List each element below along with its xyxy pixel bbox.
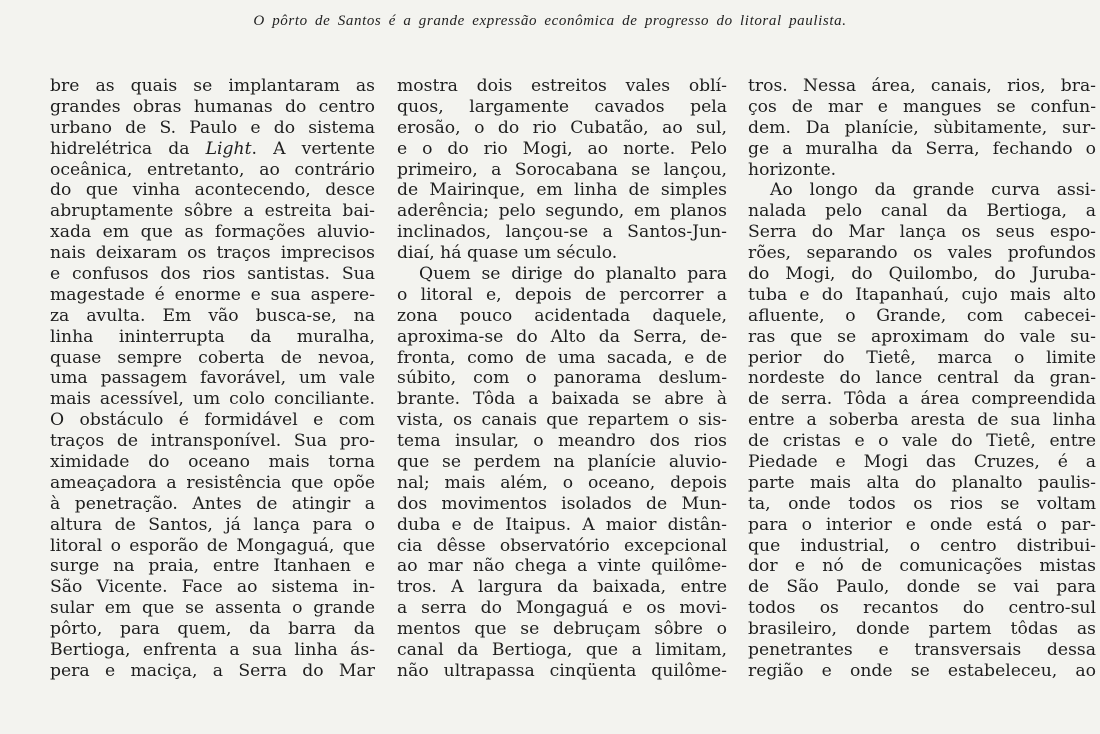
- text-line: ameaçadora a resistência que opõe: [50, 472, 375, 493]
- text-line: penetrantes e transversais dessa: [748, 640, 1096, 661]
- text-line: erosão, o do rio Cubatão, ao sul,: [397, 117, 727, 138]
- text-line: ge a muralha da Serra, fechando o: [748, 138, 1096, 159]
- text-line: de Mairinque, em linha de simples: [397, 180, 727, 201]
- page-caption: O pôrto de Santos é a grande expressão econômica de progresso do litoral paulista.: [253, 13, 847, 29]
- text-line: tuba e do Itapanhaú, cujo mais alto: [748, 284, 1096, 305]
- text-line: ras que se aproximam do vale su-: [748, 326, 1096, 347]
- text-line: altura de Santos, já lança para o: [50, 514, 375, 535]
- text-line: brasileiro, donde partem tôdas as: [748, 619, 1096, 640]
- text-line: za avulta. Em vão busca-se, na: [50, 305, 375, 326]
- text-line: não ultrapassa cinqüenta quilôme-: [397, 660, 727, 681]
- text-line: quos, largamente cavados pela: [397, 96, 727, 117]
- text-line: do que vinha acontecendo, desce: [50, 180, 375, 201]
- text-line: fronta, como de uma sacada, e de: [397, 347, 727, 368]
- text-line: traços de intransponível. Sua pro-: [50, 431, 375, 452]
- text-line: magestade é enorme e sua aspere-: [50, 284, 375, 305]
- text-line: tros. A largura da baixada, entre: [397, 577, 727, 598]
- text-line: ços de mar e mangues se confun-: [748, 96, 1096, 117]
- text-line: ta, onde todos os rios se voltam: [748, 493, 1096, 514]
- text-line: nalada pelo canal da Bertioga, a: [748, 201, 1096, 222]
- text-line: hidrelétrica da Light. A vertente: [50, 138, 375, 159]
- text-line: abruptamente sôbre a estreita bai-: [50, 201, 375, 222]
- text-line: perior do Tietê, marca o limite: [748, 347, 1096, 368]
- text-line: nordeste do lance central da gran-: [748, 368, 1096, 389]
- text-line: zona pouco acidentada daquele,: [397, 305, 727, 326]
- text-line: todos os recantos do centro-sul: [748, 598, 1096, 619]
- text-line: à penetração. Antes de atingir a: [50, 493, 375, 514]
- text-line: urbano de S. Paulo e do sistema: [50, 117, 375, 138]
- text-line: ximidade do oceano mais torna: [50, 452, 375, 473]
- text-line: súbito, com o panorama deslum-: [397, 368, 727, 389]
- text-line: mostra dois estreitos vales oblí-: [397, 76, 727, 96]
- text-line: entre a soberba aresta de sua linha: [748, 410, 1096, 431]
- text-line: dor e nó de comunicações mistas: [748, 556, 1096, 577]
- text-line: linha ininterrupta da muralha,: [50, 326, 375, 347]
- text-line: Ao longo da grande curva assi-: [770, 180, 1096, 201]
- text-line: mentos que se debruçam sôbre o: [397, 619, 727, 640]
- text-column-3: [748, 76, 1096, 682]
- text-line: oceânica, entretanto, ao contrário: [50, 159, 375, 180]
- text-line: tros. Nessa área, canais, rios, bra-: [748, 76, 1096, 96]
- text-line: bre as quais se implantaram as: [50, 76, 375, 96]
- text-line: parte mais alta do planalto paulis-: [748, 472, 1096, 493]
- text-line: de cristas e o vale do Tietê, entre: [748, 431, 1096, 452]
- text-line: região e onde se estabeleceu, ao: [748, 660, 1096, 681]
- text-line: nais deixaram os traços imprecisos: [50, 243, 375, 264]
- text-line: litoral o esporão de Mongaguá, que: [50, 535, 375, 556]
- text-line: primeiro, a Sorocabana se lançou,: [397, 159, 727, 180]
- text-line: e confusos dos rios santistas. Sua: [50, 264, 375, 285]
- text-line: brante. Tôda a baixada se abre à: [397, 389, 727, 410]
- text-line: sular em que se assenta o grande: [50, 598, 375, 619]
- text-line: ao mar não chega a vinte quilôme-: [397, 556, 727, 577]
- text-line: Quem se dirige do planalto para: [419, 264, 727, 285]
- text-line: rões, separando os vales profundos: [748, 243, 1096, 264]
- text-line: mais acessível, um colo conciliante.: [50, 389, 375, 410]
- text-line: afluente, o Grande, com cabecei-: [748, 305, 1096, 326]
- text-line: surge na praia, entre Itanhaen e: [50, 556, 375, 577]
- text-line: de serra. Tôda a área compreendida: [748, 389, 1096, 410]
- text-line: São Vicente. Face ao sistema in-: [50, 577, 375, 598]
- text-line: uma passagem favorável, um vale: [50, 368, 375, 389]
- text-line: nal; mais além, o oceano, depois: [397, 472, 727, 493]
- text-line: quase sempre coberta de nevoa,: [50, 347, 375, 368]
- text-line: que se perdem na planície aluvio-: [397, 452, 727, 473]
- text-line: tema insular, o meandro dos rios: [397, 431, 727, 452]
- text-line: dos movimentos isolados de Mun-: [397, 493, 727, 514]
- text-line: de São Paulo, donde se vai para: [748, 577, 1096, 598]
- text-line: para o interior e onde está o par-: [748, 514, 1096, 535]
- text-line: Bertioga, enfrenta a sua linha ás-: [50, 640, 375, 661]
- text-line: diaí, há quase um século.: [397, 243, 618, 264]
- text-line: cia dêsse observatório excepcional: [397, 535, 727, 556]
- text-line: inclinados, lançou-se a Santos-Jun-: [397, 222, 727, 243]
- text-column-1: [50, 76, 375, 682]
- text-line: canal da Bertioga, que a limitam,: [397, 640, 727, 661]
- text-column-2: [397, 76, 727, 682]
- text-line: que industrial, o centro distribui-: [748, 535, 1096, 556]
- text-line: O obstáculo é formidável e com: [50, 410, 375, 431]
- text-line: xada em que as formações aluvio-: [50, 222, 375, 243]
- text-line: e o do rio Mogi, ao norte. Pelo: [397, 138, 727, 159]
- text-line: o litoral e, depois de percorrer a: [397, 284, 727, 305]
- text-line: horizonte.: [748, 159, 837, 180]
- text-line: pera e maciça, a Serra do Mar: [50, 660, 375, 681]
- text-line: dem. Da planície, sùbitamente, sur-: [748, 117, 1096, 138]
- text-line: grandes obras humanas do centro: [50, 96, 375, 117]
- text-line: aproxima-se do Alto da Serra, de-: [397, 326, 727, 347]
- text-line: vista, os canais que repartem o sis-: [397, 410, 727, 431]
- text-line: duba e de Itaipus. A maior distân-: [397, 514, 727, 535]
- text-line: aderência; pelo segundo, em planos: [397, 201, 727, 222]
- text-line: do Mogi, do Quilombo, do Juruba-: [748, 264, 1096, 285]
- text-line: Serra do Mar lança os seus espo-: [748, 222, 1096, 243]
- text-line: a serra do Mongaguá e os movi-: [397, 598, 727, 619]
- text-line: pôrto, para quem, da barra da: [50, 619, 375, 640]
- italic-term: Light: [205, 138, 252, 159]
- text-line: Piedade e Mogi das Cruzes, é a: [748, 452, 1096, 473]
